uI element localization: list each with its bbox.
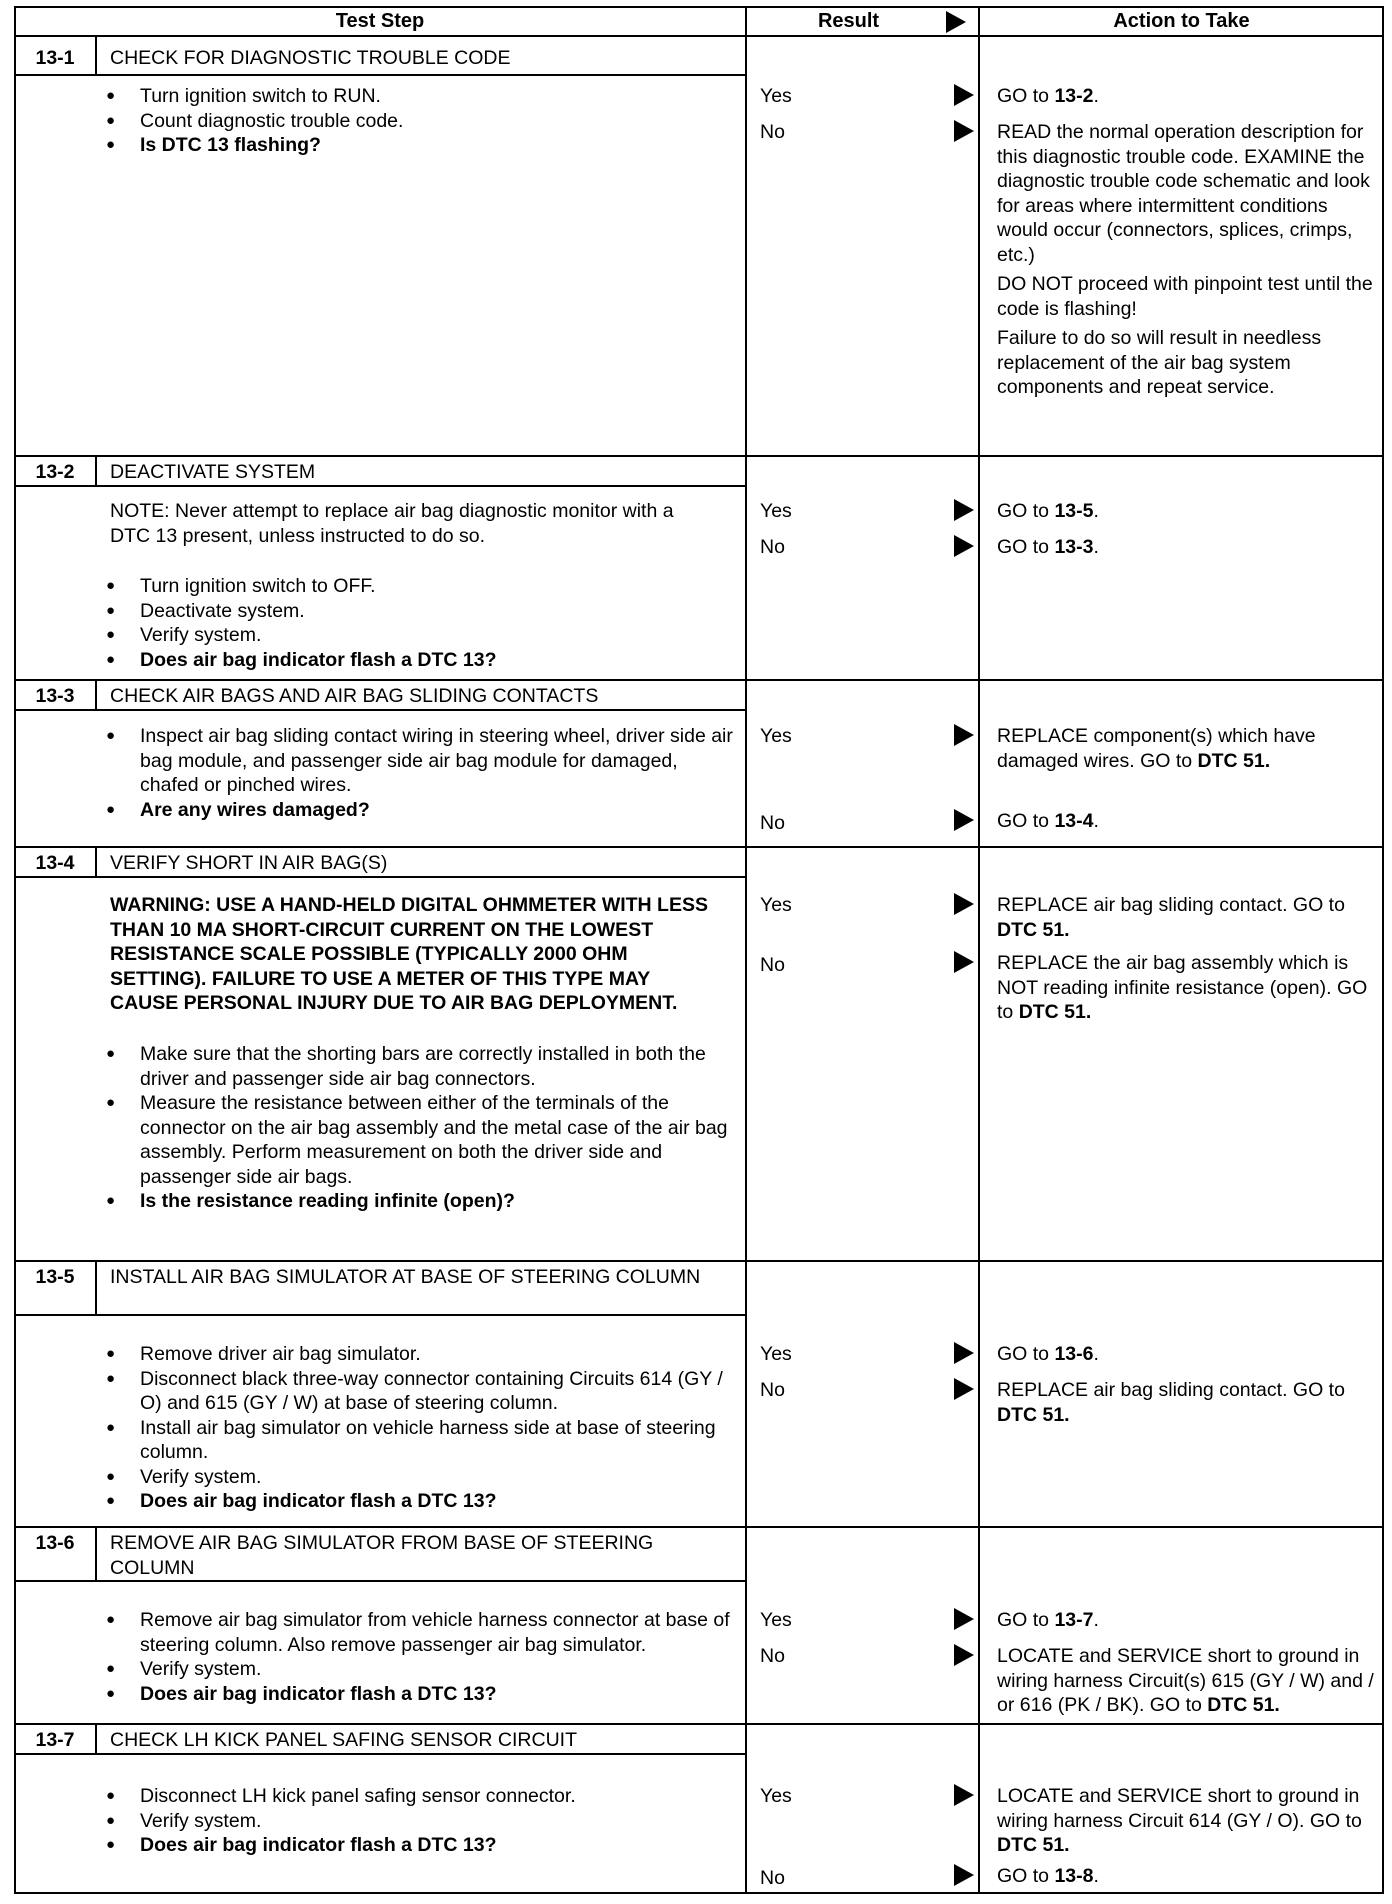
- bullet-item: ● Remove air bag simulator from vehicle harness connector at base of steering column. Also remove passenger air bag simulator.: [100, 1608, 740, 1657]
- diagnostic-table: [14, 6, 1386, 1896]
- bullet-question: ● Does air bag indicator flash a DTC 13?: [100, 1682, 740, 1707]
- step-bullets: [100, 1342, 740, 1514]
- step-note: NOTE: Never attempt to replace air bag diagnostic monitor with a DTC 13 present, unless instructed to do so.: [110, 500, 674, 547]
- header-arrow-icon: [946, 11, 966, 33]
- arrow-icon: [954, 1342, 974, 1364]
- arrow-icon: [954, 1644, 974, 1666]
- bullet-question: ● Does air bag indicator flash a DTC 13?: [100, 648, 740, 673]
- arrow-icon: [954, 724, 974, 746]
- action-text: READ the normal operation description for this diagnostic trouble code. EXAMINE the diagnostic trouble code schematic and look for areas where intermittent conditions would occur (connectors, splices, crimps, etc.) DO NOT proceed with pinpoint test until the code is flashing! Failure to do so will result in needless replacement of the air bag system components and repeat service.: [997, 121, 1373, 398]
- step-bullets: [100, 1042, 740, 1214]
- action-text: GO to 13-8.: [997, 1865, 1099, 1887]
- result-label: Yes: [760, 725, 792, 747]
- step-title: VERIFY SHORT IN AIR BAG(S): [110, 852, 388, 874]
- arrow-icon: [954, 499, 974, 521]
- header-test-step: Test Step: [335, 10, 425, 32]
- result-label: Yes: [760, 500, 792, 522]
- action-text: GO to 13-4.: [997, 810, 1099, 832]
- result-label: Yes: [760, 1343, 792, 1365]
- action-text: LOCATE and SERVICE short to ground in wiring harness Circuit(s) 615 (GY / W) and / or 616 (PK / BK). GO to DTC 51.: [997, 1645, 1374, 1716]
- header-result: Result: [817, 10, 880, 32]
- arrow-icon: [954, 893, 974, 915]
- bullet-question: ● Does air bag indicator flash a DTC 13?: [100, 1833, 740, 1858]
- arrow-icon: [954, 535, 974, 557]
- step-title: REMOVE AIR BAG SIMULATOR FROM BASE OF STEERING COLUMN: [110, 1532, 654, 1579]
- bullet-item: ● Disconnect LH kick panel safing sensor connector.: [100, 1784, 740, 1809]
- step-bullets: [100, 84, 740, 158]
- step-title: INSTALL AIR BAG SIMULATOR AT BASE OF STEERING COLUMN: [110, 1266, 701, 1288]
- bullet-item: ● Count diagnostic trouble code.: [100, 109, 740, 134]
- step-id: 13-2: [35, 461, 75, 483]
- result-label: Yes: [760, 894, 792, 916]
- bullet-question: ● Is the resistance reading infinite (open)?: [100, 1189, 740, 1214]
- step-title: DEACTIVATE SYSTEM: [110, 461, 316, 483]
- arrow-icon: [954, 120, 974, 142]
- arrow-icon: [954, 1784, 974, 1806]
- arrow-icon: [954, 809, 974, 831]
- step-id: 13-4: [35, 852, 75, 874]
- result-label: No: [760, 954, 785, 976]
- result-label: No: [760, 1867, 785, 1889]
- bullet-item: ● Verify system.: [100, 1809, 740, 1834]
- action-text: REPLACE air bag sliding contact. GO to DTC 51.: [997, 894, 1345, 941]
- action-text: GO to 13-2.: [997, 85, 1099, 107]
- bullet-item: ● Turn ignition switch to RUN.: [100, 84, 740, 109]
- result-label: No: [760, 812, 785, 834]
- step-bullets: [100, 724, 740, 822]
- step-title: CHECK AIR BAGS AND AIR BAG SLIDING CONTACTS: [110, 685, 599, 707]
- step-bullets: [100, 574, 740, 672]
- action-text: GO to 13-6.: [997, 1343, 1099, 1365]
- result-label: Yes: [760, 1609, 792, 1631]
- result-label: No: [760, 1645, 785, 1667]
- bullet-item: ● Install air bag simulator on vehicle harness side at base of steering column.: [100, 1416, 740, 1465]
- arrow-icon: [954, 951, 974, 973]
- step-id: 13-3: [35, 685, 75, 707]
- bullet-question: ● Does air bag indicator flash a DTC 13?: [100, 1489, 740, 1514]
- bullet-item: ● Verify system.: [100, 1657, 740, 1682]
- action-text: GO to 13-5.: [997, 500, 1099, 522]
- bullet-item: ● Verify system.: [100, 1465, 740, 1490]
- result-label: Yes: [760, 1785, 792, 1807]
- action-text: GO to 13-7.: [997, 1609, 1099, 1631]
- bullet-item: ● Make sure that the shorting bars are correctly installed in both the driver and passenger side air bag connectors.: [100, 1042, 740, 1091]
- arrow-icon: [954, 84, 974, 106]
- step-title: CHECK LH KICK PANEL SAFING SENSOR CIRCUIT: [110, 1729, 578, 1751]
- bullet-question: ● Is DTC 13 flashing?: [100, 133, 740, 158]
- header-action: Action to Take: [1113, 10, 1250, 32]
- step-title: CHECK FOR DIAGNOSTIC TROUBLE CODE: [110, 47, 511, 69]
- bullet-item: ● Inspect air bag sliding contact wiring in steering wheel, driver side air bag module, and passenger side air bag module for damaged, chafed or pinched wires.: [100, 724, 740, 798]
- bullet-item: ● Deactivate system.: [100, 599, 740, 624]
- step-id: 13-5: [35, 1266, 75, 1288]
- result-label: No: [760, 121, 785, 143]
- step-bullets: [100, 1608, 740, 1706]
- result-label: No: [760, 1379, 785, 1401]
- step-id: 13-6: [35, 1532, 75, 1554]
- arrow-icon: [954, 1864, 974, 1886]
- action-text: LOCATE and SERVICE short to ground in wiring harness Circuit 614 (GY / O). GO to DTC 51.: [997, 1785, 1362, 1856]
- action-text: GO to 13-3.: [997, 536, 1099, 558]
- result-label: No: [760, 536, 785, 558]
- action-text: REPLACE component(s) which have damaged wires. GO to DTC 51.: [997, 725, 1316, 772]
- bullet-item: ● Remove driver air bag simulator.: [100, 1342, 740, 1367]
- bullet-item: ● Measure the resistance between either of the terminals of the connector on the air bag assembly and the metal case of the air bag assembly. Perform measurement on both the driver side and passenger side air bags.: [100, 1091, 740, 1189]
- action-text: REPLACE air bag sliding contact. GO to DTC 51.: [997, 1379, 1345, 1426]
- step-id: 13-1: [35, 47, 75, 69]
- step-warning: WARNING: USE A HAND-HELD DIGITAL OHMMETER WITH LESS THAN 10 MA SHORT-CIRCUIT CURRENT ON THE LOWEST RESISTANCE SCALE POSSIBLE (TYPICALLY 2000 OHM SETTING). FAILURE TO USE A METER OF THIS TYPE MAY CAUSE PERSONAL INJURY DUE TO AIR BAG DEPLOYMENT.: [110, 894, 708, 1014]
- action-text: REPLACE the air bag assembly which is NOT reading infinite resistance (open). GO to DTC 51.: [997, 952, 1368, 1023]
- bullet-question: ● Are any wires damaged?: [100, 798, 740, 823]
- arrow-icon: [954, 1378, 974, 1400]
- bullet-item: ● Verify system.: [100, 623, 740, 648]
- arrow-icon: [954, 1608, 974, 1630]
- step-id: 13-7: [35, 1729, 75, 1751]
- bullet-item: ● Turn ignition switch to OFF.: [100, 574, 740, 599]
- result-label: Yes: [760, 85, 792, 107]
- bullet-item: ● Disconnect black three-way connector containing Circuits 614 (GY / O) and 615 (GY / W) at base of steering column.: [100, 1367, 740, 1416]
- step-bullets: [100, 1784, 740, 1858]
